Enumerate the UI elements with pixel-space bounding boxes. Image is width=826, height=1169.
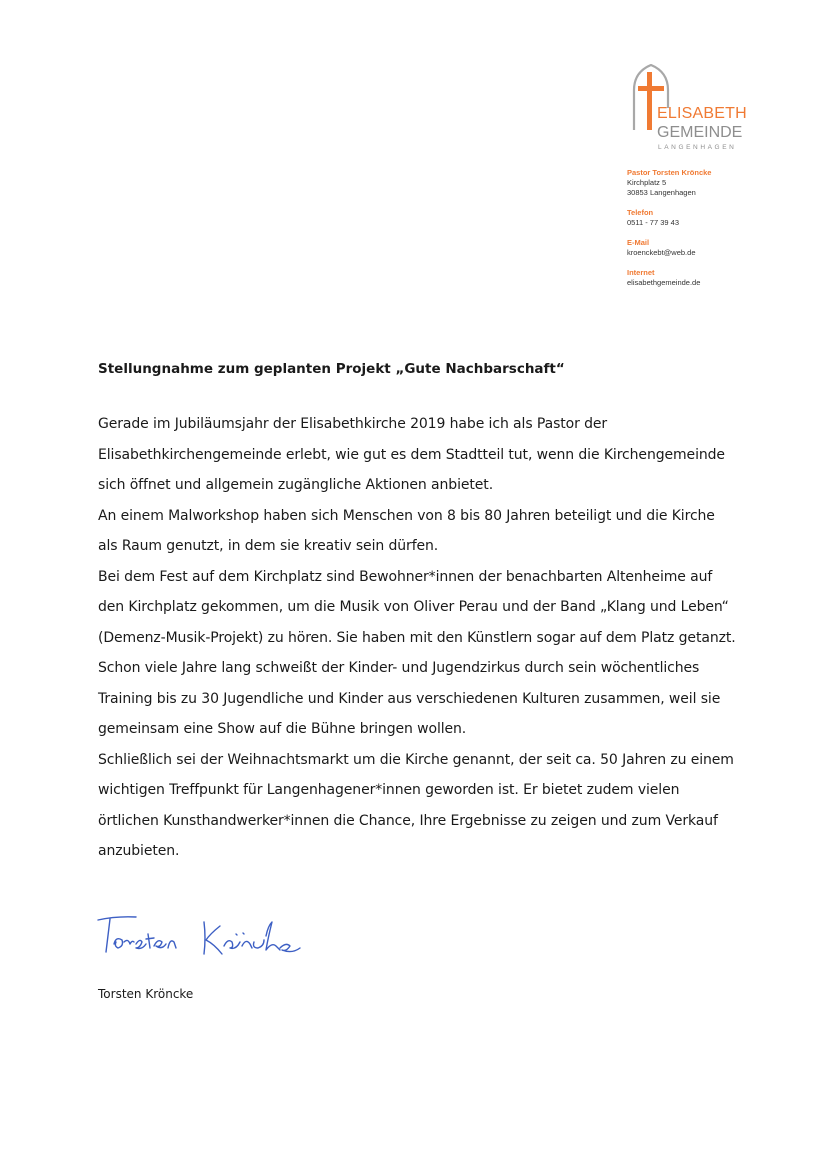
address-city: 30853 Langenhagen bbox=[627, 188, 696, 197]
letter-paragraphs bbox=[98, 409, 738, 867]
handwritten-signature bbox=[96, 908, 306, 968]
phone-group bbox=[627, 208, 742, 228]
letter-body bbox=[98, 359, 738, 867]
internet-group bbox=[627, 268, 742, 288]
logo-line-elisabeth: ELISABETH bbox=[657, 105, 747, 122]
paragraph-anniversary: Gerade im Jubiläumsjahr der Elisabethkirche 2019 habe ich als Pastor der Elisabethkirchengemeinde erlebt, wie gut es dem Stadtteil tut, wenn die Kirchengemeinde sich öffnet und allgemein zugängliche Aktionen anbietet. bbox=[98, 416, 725, 493]
letter-heading: Stellungnahme zum geplanten Projekt „Gute Nachbarschaft“ bbox=[98, 361, 565, 377]
letterhead bbox=[627, 62, 747, 298]
email-address: kroenckebt@web.de bbox=[627, 248, 696, 257]
pastor-name: Pastor Torsten Kröncke bbox=[627, 168, 712, 177]
church-logo bbox=[627, 62, 747, 158]
paragraph-painting-workshop: An einem Malworkshop haben sich Menschen von 8 bis 80 Jahren beteiligt und die Kirche als Raum genutzt, in dem sie kreativ sein dürfen. bbox=[98, 507, 715, 554]
phone-label: Telefon bbox=[627, 208, 654, 217]
contact-block bbox=[627, 168, 742, 288]
logo-line-langenhagen: LANGENHAGEN bbox=[658, 144, 737, 151]
email-group bbox=[627, 238, 742, 258]
website: elisabethgemeinde.de bbox=[627, 278, 701, 287]
email-label: E-Mail bbox=[627, 238, 650, 247]
address-street: Kirchplatz 5 bbox=[627, 178, 667, 187]
paragraph-christmas-market: Schließlich sei der Weihnachtsmarkt um die Kirche genannt, der seit ca. 50 Jahren zu einem wichtigen Treffpunkt für Langenhagener*innen geworden ist. Er bietet zudem vielen örtlichen Kunsthandwerker*innen die Chance, Ihre Ergebnisse zu zeigen und zum Verkauf anzubieten. bbox=[98, 751, 734, 859]
paragraph-youth-circus: Schon viele Jahre lang schweißt der Kinder- und Jugendzirkus durch sein wöchentliches Training bis zu 30 Jugendliche und Kinder aus verschiedenen Kulturen zusammen, weil sie gemeinsam eine Show auf die Bühne bringen wollen. bbox=[98, 660, 721, 737]
phone-number: 0511 - 77 39 43 bbox=[627, 218, 679, 227]
address-group bbox=[627, 168, 742, 198]
internet-label: Internet bbox=[627, 268, 655, 277]
logo-line-gemeinde: GEMEINDE bbox=[657, 124, 743, 141]
signer-name: Torsten Kröncke bbox=[98, 987, 194, 1001]
paragraph-church-square-fest: Bei dem Fest auf dem Kirchplatz sind Bewohner*innen der benachbarten Altenheime auf den Kirchplatz gekommen, um die Musik von Oliver Perau und der Band „Klang und Leben“ (Demenz-Musik-Projekt) zu hören. Sie haben mit den Künstlern sogar auf dem Platz getanzt. bbox=[98, 568, 736, 646]
